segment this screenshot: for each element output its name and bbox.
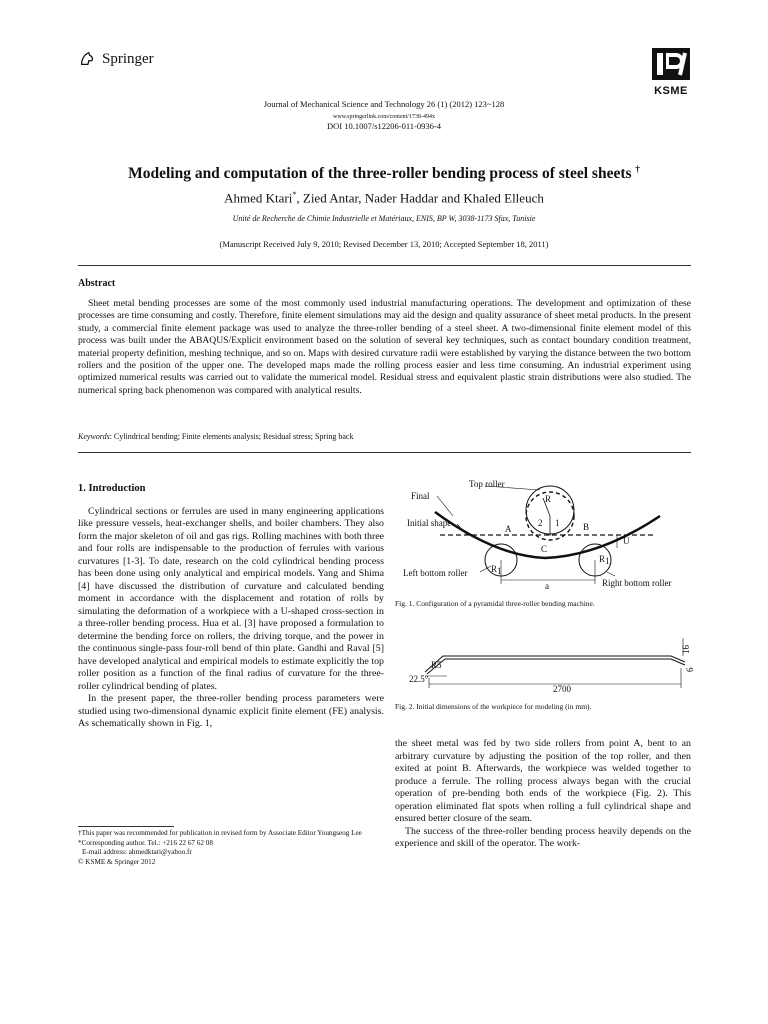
label-top-roller: Top roller	[469, 479, 505, 489]
label-initial-shape: Initial shape	[407, 518, 452, 528]
keywords-text: : Cylindrical bending; Finite elements analysis; Residual stress; Spring back	[109, 432, 354, 441]
label-two: 2	[538, 518, 543, 528]
label-angle: 22.5°	[409, 674, 429, 684]
author-list	[0, 190, 768, 206]
label-top-radius: R	[545, 494, 552, 504]
label-length: 2700	[553, 684, 571, 694]
workpiece-outline-top	[425, 656, 685, 672]
paper-title	[0, 164, 768, 183]
footnote-copyright: © KSME & Springer 2012	[78, 857, 156, 866]
keywords	[78, 432, 353, 441]
springer-logo	[78, 50, 154, 68]
figure-2-diagram	[395, 632, 695, 694]
label-c-point: C	[541, 544, 548, 554]
label-r1-left-sub: 1	[497, 566, 502, 576]
label-r1-right-sub: 1	[605, 556, 610, 566]
abstract-body: Sheet metal bending processes are some of the most commonly used industrial manufacturing operations. The development and optimization of these processes are time consuming and costly. Therefore, finite element simulations may aid the design and quality assurance of sheet metal products. In the present study, a commercial finite element package was used to analyze the three-roller bending of a steel sheet. A two-dimensional finite element model of this process was built under the ABAQUS/Explicit environment based on the solution of several key techniques, such as contact boundary condition treatment, material property definition, meshing technique, and so on. Maps with desired curvature radii were established by varying the distance between the two bottom rollers and the position of the upper one. The developed maps made the rolling process easier and less time consuming. An industrial experiment using optimized numerical results was carried out to validate the numerical model. Residual stress and equivalent plastic strain distributions were also studied. The numerical spring back phenomenon was compared with analytical results.	[78, 298, 691, 396]
doi-line: DOI 10.1007/s12206-011-0936-4	[327, 121, 441, 131]
journal-info	[0, 99, 768, 132]
ksme-emblem-icon	[652, 48, 690, 80]
label-right-bottom-roller: Right bottom roller	[602, 578, 672, 588]
label-final: Final	[411, 491, 430, 501]
initial-leader	[457, 524, 467, 535]
col2-paragraph-2: The success of the three-roller bending process heavily depends on the experience and skill of the operator. The work-	[395, 825, 691, 849]
ksme-label: KSME	[654, 85, 688, 97]
figure-1-diagram	[395, 476, 695, 596]
figure-1-caption: Fig. 1. Configuration of a pyramidal three-roller bending machine.	[395, 599, 595, 608]
title-mark: †	[635, 164, 640, 174]
right-roller-leader	[607, 572, 615, 576]
other-authors: , Zied Antar, Nader Haddar and Khaled Elleuch	[296, 190, 544, 206]
label-left-bottom-roller: Left bottom roller	[403, 568, 468, 578]
intro-paragraph-2: In the present paper, the three-roller bending process parameters were studied using two-dimensional dynamic explicit finite element (FE) analysis. As schematically shown in Fig. 1,	[78, 693, 384, 729]
workpiece-outline-bottom	[427, 659, 685, 674]
divider-bottom	[78, 452, 691, 453]
url-line: www.springerlink.com/content/1738-494x	[333, 114, 435, 120]
footnote-email: E-mail address: ahmedktari@yahoo.fr	[82, 848, 192, 857]
publisher-name: Springer	[102, 50, 154, 67]
right-column-text	[395, 738, 691, 851]
abstract-heading: Abstract	[78, 278, 116, 289]
label-a-point: A	[505, 524, 512, 534]
footnote-corresponding: *Corresponding author. Tel.: +216 22 67 62 08	[78, 838, 213, 847]
label-r1-left: R	[491, 564, 498, 574]
manuscript-dates: (Manuscript Received July 9, 2010; Revised December 13, 2010; Accepted September 18, 2011)	[219, 239, 549, 249]
footnote-editor: †This paper was recommended for publication in revised form by Associate Editor Youngseog Lee	[78, 829, 362, 837]
affiliation: Unité de Recherche de Chimie Industrielle et Matériaux, ENIS, BP W, 3038-1173 Sfax, Tunisie	[232, 214, 536, 223]
ksme-logo	[650, 48, 692, 97]
springer-horse-icon	[78, 50, 96, 68]
label-b-point: B	[583, 522, 590, 532]
label-r1-right: R	[599, 554, 606, 564]
figure-2-caption: Fig. 2. Initial dimensions of the workpiece for modeling (in mm).	[395, 702, 592, 711]
footnote-divider	[78, 826, 174, 827]
label-radius-a: R5	[431, 660, 442, 670]
label-thickness: 16	[681, 645, 691, 654]
label-thickness-2: 6	[685, 667, 695, 672]
label-u: U	[623, 536, 630, 546]
footnotes	[78, 829, 384, 867]
divider-top	[78, 265, 691, 266]
col2-paragraph-1: the sheet metal was fed by two side rollers from point A, bent to an arbitrary curvature by adjusting the position of the top roller, and then exited at point B. Afterwards, the workpiece was welded together to produce a ferrule. The rolling process always began with the crucial operation of pre-bending both ends of the workpiece (Fig. 2). This operation eliminated flat spots when rolling a full cylindrical shape and ensured better closure of the seam.	[395, 738, 691, 824]
corresponding-mark: *	[292, 190, 297, 199]
journal-line: Journal of Mechanical Science and Technology 26 (1) (2012) 123~128	[263, 99, 505, 109]
title-text: Modeling and computation of the three-roller bending process of steel sheets	[128, 165, 632, 183]
label-a-distance: a	[545, 581, 549, 591]
section-heading: 1. Introduction	[78, 483, 146, 494]
keywords-label: Keywords	[78, 432, 110, 441]
intro-paragraph-1: Cylindrical sections or ferrules are used in many engineering applications like pressure vessels, heat-exchanger shells, and boiler chambers. They also form the major skeleton of oil and gas rigs. Rolling machines with both three and four rolls are indispensable to the production of ferrules with various curvatures [1-3]. To date, research on the cold cylindrical bending process has been done using only analytical and empirical models. Yang and Shima [4] have discussed the distribution of curvature and calculated bending moment in accordance with the displacement and rotation of rolls by simulating the deformation of a workpiece with a U-shaped cross-section in a three-roller bending process. Hua et al. [3] have proposed a formulation to determine the bending force on rollers, the driving torque, and the power in the continuous single-pass four-roll bend of thin plate. Gandhi and Raval [5] have developed analytical and empirical models to estimate explicitly the top roller position as a function of the final radius of curvature for the three-roller cylindrical bending of plates.	[78, 505, 384, 692]
first-author: Ahmed Ktari	[224, 190, 293, 206]
final-leader	[437, 496, 453, 516]
introduction-column	[78, 483, 384, 731]
label-one: 1	[555, 518, 560, 528]
